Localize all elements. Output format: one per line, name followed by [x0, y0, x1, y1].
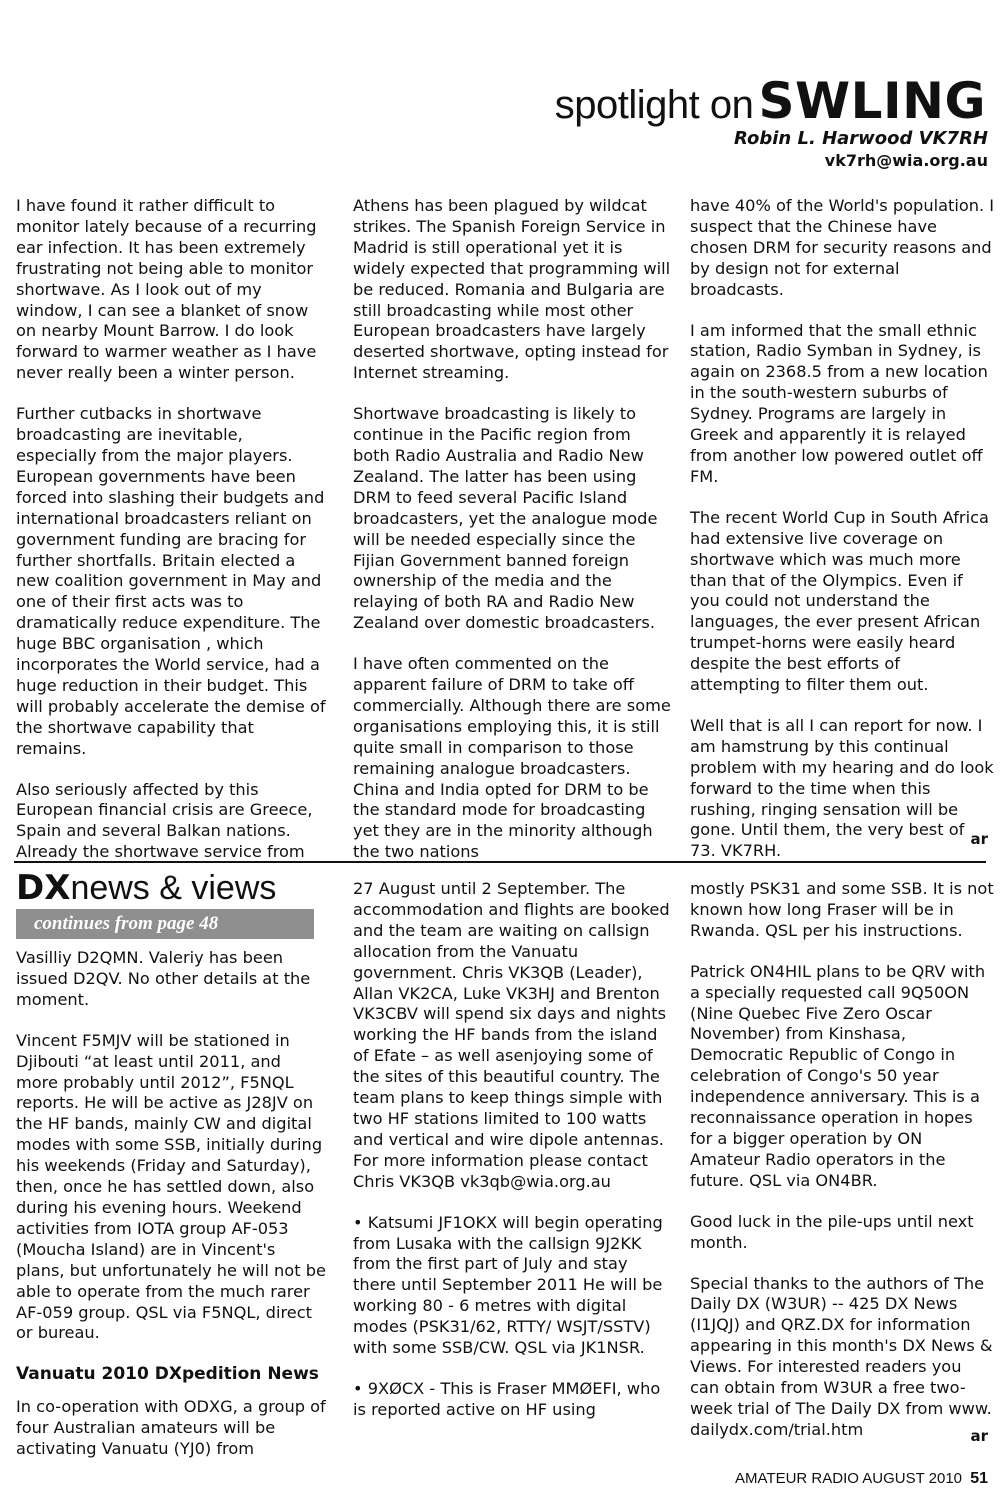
- page-number: 51: [970, 1470, 988, 1487]
- end-mark: ar: [970, 830, 988, 848]
- section-divider: [14, 861, 986, 863]
- paragraph: Patrick ON4HIL plans to be QRV with a specially requested call 9Q50ON (Nine Quebec Five Zero Oscar November) from Kinshasa, Democratic Republic of Congo in celebration of Congo's 50 year independence anniversary. This is a reconnaissance operation in hopes for a bigger operation by ON Amateur Radio operators in the future. QSL via ON4BR.: [690, 961, 986, 1190]
- section-title: SWLING: [758, 72, 986, 130]
- continues-banner: continues from page 48: [16, 909, 314, 939]
- swling-column-2: [353, 196, 671, 883]
- author-email: vk7rh@wia.org.au: [824, 151, 988, 170]
- dx-title-bold: DX: [16, 868, 71, 908]
- page-footer: [735, 1470, 988, 1488]
- paragraph: Also seriously affected by this European financial crisis are Greece, Spain and several Balkan nations. Already the shortwave service from: [16, 779, 313, 862]
- paragraph: mostly PSK31 and some SSB. It is not known how long Fraser will be in Rwanda. QSL per his instructions.: [690, 879, 994, 940]
- paragraph: Special thanks to the authors of The Daily DX (W3UR) -- 425 DX News (I1JQJ) and QRZ.DX for information appearing in this month's DX News & Views. For interested readers you can obtain from W3UR a free two-week trial of The Daily DX from www. dailydx.com/trial.htm: [690, 1273, 993, 1439]
- paragraph: The recent World Cup in South Africa had extensive live coverage on shortwave which was much more than that of the Olympics. Even if you could not understand the languages, the ever present African trumpet-horns were easily heard despite the best efforts of attempting to filter them out.: [690, 507, 989, 695]
- paragraph: 27 August until 2 September. The accommodation and flights are booked and the team are waiting on callsign allocation from the Vanuatu government. Chris VK3QB (Leader), Allan VK2CA, Luke VK3HJ and Brenton VK3CBV will spend six days and nights working the HF bands from the island of Efate – as well asenjoying some of the sites of this beautiful country. The team plans to keep things simple with two HF stations limited to 100 watts and vertical and wire dipole antennas. For more information please contact Chris VK3QB vk3qb@wia.org.au: [353, 879, 670, 1191]
- swling-column-3: [690, 196, 995, 882]
- dx-section-title: [16, 868, 276, 908]
- paragraph: • 9XØCX - This is Fraser MMØEFI, who is reported active on HF using: [353, 1378, 661, 1419]
- paragraph: Athens has been plagued by wildcat strikes. The Spanish Foreign Service in Madrid is still operational yet it is widely expected that programming will be reduced. Romania and Bulgaria are still broadcasting while most other European broadcasters have largely deserted shortwave, opting instead for Internet streaming.: [353, 196, 671, 383]
- end-mark: ar: [970, 1427, 988, 1445]
- paragraph: • Katsumi JF1OKX will begin operating from Lusaka with the callsign 9J2KK from the first part of July and stay there until September 2011 He will be working 80 - 6 metres with digital modes (PSK31/62, RTTY/ WSJT/SSTV) with some SSB/CW. QSL via JK1NSR.: [353, 1212, 663, 1358]
- magazine-issue: AMATEUR RADIO AUGUST 2010: [735, 1470, 963, 1487]
- paragraph: I have often commented on the apparent failure of DRM to take off commercially. Although there are some organisations employing this, it is still quite small in comparison to those remaining analogue broadcasters. China and India opted for DRM to be the standard mode for broadcasting yet they are in the minority although the two nations: [353, 654, 671, 862]
- dx-column-3: [690, 879, 995, 1461]
- swling-column-1: [16, 196, 326, 883]
- paragraph: Good luck in the pile-ups until next month.: [690, 1211, 974, 1252]
- paragraph: In co-operation with ODXG, a group of four Australian amateurs will be activating Vanuatu (YJ0) from: [16, 1397, 326, 1459]
- paragraph: I am informed that the small ethnic station, Radio Symban in Sydney, is again on 2368.5 from a new location in the south-western suburbs of Sydney. Programs are largely in Greek and apparently it is relayed from another low powered outlet off FM.: [690, 320, 988, 486]
- dx-column-2: [353, 879, 671, 1441]
- paragraph: Vincent F5MJV will be stationed in Djibouti “at least until 2011, and more probably until 2012”, F5NQL reports. He will be active as J28JV on the HF bands, mainly CW and digital modes with some SSB, initially during his weekends (Friday and Saturday), then, once he has settled down, also during his evening hours. Weekend activities from IOTA group AF-053 (Moucha Island) are in Vincent's plans, but unfortunately he will not be able to operate from the much rarer AF-059 group. QSL via F5NQL, direct or bureau.: [16, 1030, 326, 1343]
- section-kicker: spotlight on: [554, 83, 754, 127]
- paragraph: I have found it rather difficult to monitor lately because of a recurring ear infection. It has been extremely frustrating not being able to monitor shortwave. As I look out of my window, I can see a blanket of snow on nearby Mount Barrow. I do look forward to warmer weather as I have never really been a winter person.: [16, 196, 317, 383]
- author-name: Robin L. Harwood VK7RH: [734, 128, 988, 149]
- dx-title-rest: news & views: [70, 869, 277, 907]
- paragraph: Vasilliy D2QMN. Valeriy has been issued D2QV. No other details at the moment.: [16, 948, 311, 1009]
- paragraph: Further cutbacks in shortwave broadcasting are inevitable, especially from the major players. European governments have been forced into slashing their budgets and international broadcasters reliant on government funding are bracing for further shortfalls. Britain elected a new coalition government in May and one of their first acts was to dramatically reduce expenditure. The huge BBC organisation , which incorporates the World service, had a huge reduction in their budget. This will probably accelerate the demise of the shortwave capability that remains.: [16, 404, 326, 758]
- paragraph: Well that is all I can report for now. I am hamstrung by this continual problem with my hearing and do look forward to the time when this rushing, ringing sensation will be gone. Until them, the very best of 73. VK7RH.: [690, 715, 994, 861]
- paragraph: Shortwave broadcasting is likely to continue in the Pacific region from both Radio Australia and Radio New Zealand. The latter has been using DRM to feed several Pacific Island broadcasters, yet the analogue mode will be needed especially since the Fijian Government banned foreign ownership of the media and the relaying of both RA and Radio New Zealand over domestic broadcasters.: [353, 404, 658, 633]
- subheading: Vanuatu 2010 DXpedition News: [16, 1364, 319, 1385]
- paragraph: have 40% of the World's population. I suspect that the Chinese have chosen DRM for security reasons and by design not for external broadcasts.: [690, 196, 995, 299]
- dx-column-1: [16, 948, 326, 1480]
- byline: [734, 128, 988, 170]
- section-header: [555, 72, 986, 130]
